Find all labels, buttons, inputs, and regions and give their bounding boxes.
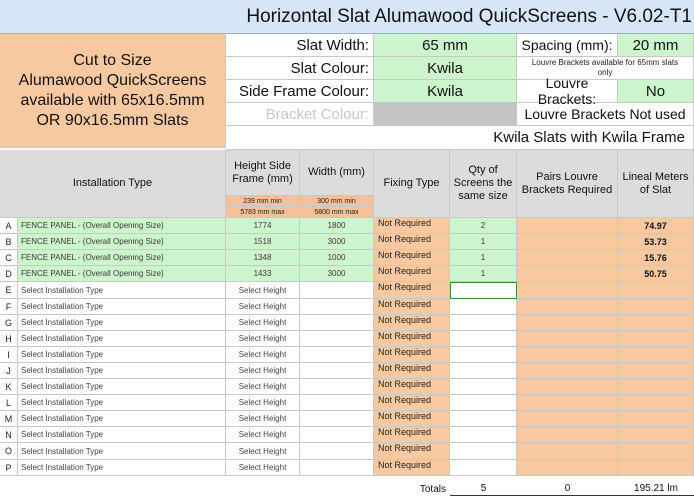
pairs-louvre-cell xyxy=(517,460,618,476)
height-input[interactable]: Select Height xyxy=(226,363,300,379)
width-input[interactable] xyxy=(300,347,374,363)
qty-input[interactable] xyxy=(450,363,517,379)
width-input[interactable] xyxy=(300,379,374,395)
fixing-type-cell: Not Required xyxy=(374,460,450,476)
width-input[interactable]: 3000 xyxy=(300,266,374,282)
height-input[interactable]: Select Height xyxy=(226,395,300,411)
side-frame-colour-field[interactable]: Kwila xyxy=(374,80,517,103)
installation-type-select[interactable]: Select Installation Type xyxy=(18,299,226,315)
colour-summary: Kwila Slats with Kwila Frame xyxy=(226,126,694,150)
pairs-louvre-cell xyxy=(517,363,618,379)
sheet-title: Horizontal Slat Alumawood QuickScreens - V6.02-T1 xyxy=(0,0,694,34)
fixing-type-cell: Not Required xyxy=(374,427,450,443)
lineal-meters-cell: 74.97 xyxy=(618,218,694,234)
louvre-brackets-field[interactable]: No xyxy=(618,80,694,103)
lineal-meters-cell xyxy=(618,347,694,363)
pairs-louvre-cell xyxy=(517,250,618,266)
height-input[interactable]: Select Height xyxy=(226,347,300,363)
pairs-louvre-cell xyxy=(517,218,618,234)
pairs-louvre-cell xyxy=(517,266,618,282)
louvre-brackets-label: Louvre Brackets: xyxy=(517,80,618,103)
pairs-louvre-cell xyxy=(517,379,618,395)
pairs-louvre-cell xyxy=(517,282,618,299)
row-letter: G xyxy=(0,315,18,331)
height-input[interactable]: Select Height xyxy=(226,299,300,315)
lineal-meters-cell: 50.75 xyxy=(618,266,694,282)
side-frame-colour-label: Side Frame Colour: xyxy=(226,80,374,103)
fixing-type-cell: Not Required xyxy=(374,379,450,395)
spacing-field[interactable]: 20 mm xyxy=(618,34,694,57)
louvre-availability-note: Louvre Brackets available for 65mm slats only xyxy=(517,57,694,80)
height-input[interactable]: Select Height xyxy=(226,427,300,443)
qty-input[interactable] xyxy=(450,331,517,347)
cut-to-size-note xyxy=(0,34,226,148)
height-input[interactable]: Select Height xyxy=(226,315,300,331)
header-height: Height Side Frame (mm) xyxy=(226,150,300,196)
lineal-meters-cell xyxy=(618,427,694,443)
row-letter: D xyxy=(0,266,18,282)
totals-label: Totals xyxy=(419,483,446,495)
installation-type-select[interactable]: Select Installation Type xyxy=(18,379,226,395)
height-input[interactable]: Select Height xyxy=(226,282,300,299)
lineal-meters-cell xyxy=(618,299,694,315)
totals-lineal: 195.21 lm xyxy=(618,482,694,496)
cut-line-2: Alumawood QuickScreens xyxy=(18,71,207,89)
slat-colour-field[interactable]: Kwila xyxy=(374,57,517,80)
qty-input[interactable] xyxy=(450,315,517,331)
fixing-type-cell: Not Required xyxy=(374,395,450,411)
installation-type-select[interactable]: FENCE PANEL - (Overall Opening Size) xyxy=(18,266,226,282)
installation-type-select[interactable]: Select Installation Type xyxy=(18,282,226,299)
width-input[interactable] xyxy=(300,331,374,347)
qty-input[interactable] xyxy=(450,395,517,411)
header-qty: Qty of Screens the same size xyxy=(450,150,517,218)
installation-type-select[interactable]: FENCE PANEL - (Overall Opening Size) xyxy=(18,218,226,234)
row-letter: N xyxy=(0,427,18,443)
fixing-type-cell: Not Required xyxy=(374,331,450,347)
installation-type-select[interactable]: Select Installation Type xyxy=(18,411,226,427)
width-input[interactable] xyxy=(300,315,374,331)
qty-input[interactable]: 1 xyxy=(450,234,517,250)
height-input[interactable]: Select Height xyxy=(226,331,300,347)
width-input[interactable]: 1800 xyxy=(300,218,374,234)
qty-input[interactable]: 1 xyxy=(450,250,517,266)
fixing-type-cell: Not Required xyxy=(374,443,450,460)
qty-input[interactable]: 1 xyxy=(450,266,517,282)
width-input[interactable] xyxy=(300,395,374,411)
row-letter: L xyxy=(0,395,18,411)
bracket-colour-label: Bracket Colour: xyxy=(226,103,374,126)
header-lineal-meters: Lineal Meters of Slat xyxy=(618,150,694,218)
row-letter: P xyxy=(0,460,18,476)
row-letter: E xyxy=(0,282,18,299)
cut-line-1: Cut to Size xyxy=(73,51,152,69)
qty-input[interactable] xyxy=(450,379,517,395)
fixing-type-cell: Not Required xyxy=(374,218,450,234)
row-letter: F xyxy=(0,299,18,315)
pairs-louvre-cell xyxy=(517,331,618,347)
qty-input[interactable] xyxy=(450,282,517,299)
width-input[interactable] xyxy=(300,363,374,379)
row-letter: M xyxy=(0,411,18,427)
installation-type-select[interactable]: Select Installation Type xyxy=(18,315,226,331)
slat-width-label: Slat Width: xyxy=(226,34,374,57)
width-input[interactable]: 3000 xyxy=(300,234,374,250)
fixing-type-cell: Not Required xyxy=(374,250,450,266)
fixing-type-cell: Not Required xyxy=(374,282,450,299)
pairs-louvre-cell xyxy=(517,299,618,315)
row-letter: H xyxy=(0,331,18,347)
installation-type-select[interactable]: Select Installation Type xyxy=(18,443,226,460)
installation-type-select[interactable]: Select Installation Type xyxy=(18,347,226,363)
lineal-meters-cell: 15.76 xyxy=(618,250,694,266)
installation-type-select[interactable]: Select Installation Type xyxy=(18,427,226,443)
louvre-status: Louvre Brackets Not used xyxy=(517,103,694,126)
pairs-louvre-cell xyxy=(517,411,618,427)
cut-line-3: available with 65x16.5mm xyxy=(20,91,205,109)
height-input[interactable]: Select Height xyxy=(226,379,300,395)
pairs-louvre-cell xyxy=(517,395,618,411)
pairs-louvre-cell xyxy=(517,315,618,331)
header-fixing-type: Fixing Type xyxy=(374,150,450,218)
lineal-meters-cell xyxy=(618,411,694,427)
cut-line-4: OR 90x16.5mm Slats xyxy=(36,111,189,129)
width-input[interactable] xyxy=(300,460,374,476)
fixing-type-cell: Not Required xyxy=(374,411,450,427)
row-letter: B xyxy=(0,234,18,250)
header-installation-type: Installation Type xyxy=(0,150,226,218)
row-letter: J xyxy=(0,363,18,379)
fixing-type-cell: Not Required xyxy=(374,315,450,331)
height-input[interactable]: Select Height xyxy=(226,460,300,476)
height-input[interactable]: 1433 xyxy=(226,266,300,282)
width-input[interactable] xyxy=(300,411,374,427)
row-letter: C xyxy=(0,250,18,266)
lineal-meters-cell xyxy=(618,282,694,299)
width-input[interactable]: 1000 xyxy=(300,250,374,266)
height-input[interactable]: Select Height xyxy=(226,411,300,427)
qty-input[interactable] xyxy=(450,460,517,476)
row-letter: O xyxy=(0,443,18,460)
qty-input[interactable] xyxy=(450,347,517,363)
header-pairs-louvre: Pairs Louvre Brackets Required xyxy=(517,150,618,218)
width-max: 5800 mm max xyxy=(300,207,374,218)
fixing-type-cell: Not Required xyxy=(374,234,450,250)
lineal-meters-cell xyxy=(618,379,694,395)
lineal-meters-cell xyxy=(618,315,694,331)
installation-type-select[interactable]: Select Installation Type xyxy=(18,395,226,411)
fixing-type-cell: Not Required xyxy=(374,347,450,363)
width-input[interactable] xyxy=(300,443,374,460)
pairs-louvre-cell xyxy=(517,427,618,443)
row-letter: A xyxy=(0,218,18,234)
installation-type-select[interactable]: Select Installation Type xyxy=(18,460,226,476)
height-min: 239 mm min xyxy=(226,196,300,207)
qty-input[interactable] xyxy=(450,411,517,427)
installation-type-select[interactable]: Select Installation Type xyxy=(18,331,226,347)
header-width: Width (mm) xyxy=(300,150,374,196)
row-letter: K xyxy=(0,379,18,395)
pairs-louvre-cell xyxy=(517,347,618,363)
width-input[interactable] xyxy=(300,427,374,443)
height-input[interactable]: Select Height xyxy=(226,443,300,460)
height-input[interactable]: 1518 xyxy=(226,234,300,250)
lineal-meters-cell xyxy=(618,331,694,347)
bracket-colour-field xyxy=(374,103,517,126)
height-input[interactable]: 1774 xyxy=(226,218,300,234)
qty-input[interactable] xyxy=(450,299,517,315)
lineal-meters-cell xyxy=(618,363,694,379)
totals-qty: 5 xyxy=(450,482,517,496)
qty-input[interactable]: 2 xyxy=(450,218,517,234)
spacing-label: Spacing (mm): xyxy=(517,34,618,57)
row-letter: I xyxy=(0,347,18,363)
lineal-meters-cell xyxy=(618,395,694,411)
installation-type-select[interactable]: Select Installation Type xyxy=(18,363,226,379)
width-input[interactable] xyxy=(300,299,374,315)
slat-width-field[interactable]: 65 mm xyxy=(374,34,517,57)
pairs-louvre-cell xyxy=(517,234,618,250)
totals-pairs: 0 xyxy=(517,482,618,496)
lineal-meters-cell xyxy=(618,460,694,476)
height-input[interactable]: 1348 xyxy=(226,250,300,266)
width-input[interactable] xyxy=(300,282,374,299)
pairs-louvre-cell xyxy=(517,443,618,460)
installation-type-select[interactable]: FENCE PANEL - (Overall Opening Size) xyxy=(18,234,226,250)
fixing-type-cell: Not Required xyxy=(374,266,450,282)
slat-colour-label: Slat Colour: xyxy=(226,57,374,80)
installation-type-select[interactable]: FENCE PANEL - (Overall Opening Size) xyxy=(18,250,226,266)
lineal-meters-cell: 53.73 xyxy=(618,234,694,250)
fixing-type-cell: Not Required xyxy=(374,363,450,379)
fixing-type-cell: Not Required xyxy=(374,299,450,315)
width-min: 300 mm min xyxy=(300,196,374,207)
lineal-meters-cell xyxy=(618,443,694,460)
height-max: 5783 mm max xyxy=(226,207,300,218)
qty-input[interactable] xyxy=(450,443,517,460)
qty-input[interactable] xyxy=(450,427,517,443)
